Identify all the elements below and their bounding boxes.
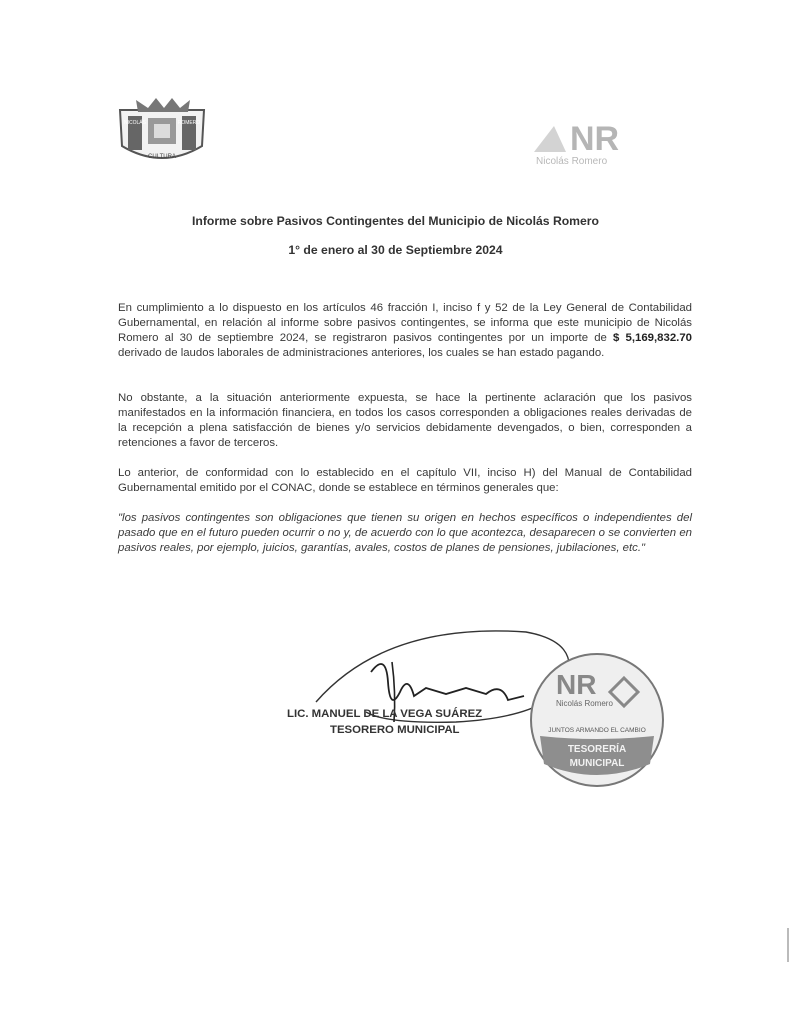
- nr-brand-logo: [526, 112, 646, 168]
- stamp-subtitle: Nicolás Romero: [556, 699, 613, 708]
- seal-text-right: ROMERO: [177, 120, 201, 126]
- stamp-mark: NR: [556, 669, 597, 700]
- paragraph-compliance: [118, 301, 692, 360]
- signatory-title: TESORERO MUNICIPAL: [330, 724, 460, 736]
- definition-quote: "los pasivos contingentes son obligaciones que tienen su origen en hechos específicos o independientes del pasado que en el futuro pueden ocurrir o no y, de acuerdo con lo que acontezca, desaparecen o se convierten en pasivos reales, por ejemplo, juicios, garantías, avales, costos de planes de pensiones, jubilaciones, etc.": [118, 512, 692, 554]
- paragraph-legal-basis: Lo anterior, de conformidad con lo establecido en el capítulo VII, inciso H) del Manual de Contabilidad Gubernamental emitido por el CONAC, donde se establece en términos generales que:: [118, 467, 692, 495]
- municipal-seal-logo: [114, 96, 210, 166]
- paragraph-clarification: No obstante, a la situación anteriormente expuesta, se hace la pertinente aclaración que los pasivos manifestados en la información financiera, en todos los casos corresponden a obligaciones reales derivadas de la recepción a plena satisfacción de bienes y/o servicios debidamente devengados, o bien, corresponden a retenciones a favor de terceros.: [118, 392, 692, 449]
- paragraph-compliance-end: derivado de laudos laborales de administraciones anteriores, los cuales se han estado pagando.: [118, 346, 605, 359]
- stamp-motto: JUNTOS ARMANDO EL CAMBIO: [548, 727, 646, 734]
- seal-text-bottom: CULTURA: [148, 154, 176, 160]
- nr-logo-subtitle: Nicolás Romero: [536, 156, 608, 167]
- nr-logo-mark: NR: [570, 120, 620, 158]
- stamp-office-line2: MUNICIPAL: [569, 758, 625, 769]
- page-edge-mark: [787, 928, 789, 962]
- paragraph-compliance-start: En cumplimiento a lo dispuesto en los artículos 46 fracción I, inciso f y 52 de la Ley General de Contabilidad Gubernamental, en relación al informe sobre pasivos contingentes, se informa que este municipio de Nicolás Romero al 30 de septiembre 2024, se registraron pasivos contingentes por un importe de: [118, 302, 692, 344]
- seal-text-left: NICOLÁS: [124, 120, 146, 126]
- treasury-stamp: [526, 650, 668, 790]
- signatory-name: LIC. MANUEL DE LA VEGA SUÁREZ: [287, 708, 483, 720]
- report-title: Informe sobre Pasivos Contingentes del Municipio de Nicolás Romero: [191, 214, 599, 228]
- stamp-office-line1: TESORERÍA: [567, 744, 627, 755]
- contingent-amount: $ 5,169,832.70: [613, 331, 692, 344]
- report-period: 1° de enero al 30 de Septiembre 2024: [288, 243, 503, 257]
